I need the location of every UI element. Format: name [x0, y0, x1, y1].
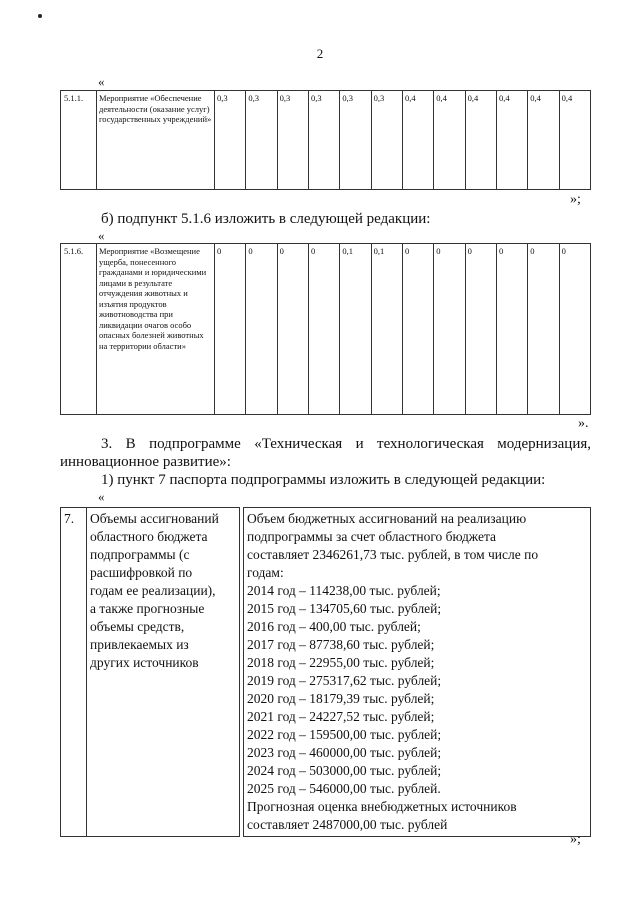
value-cell: 0 [434, 244, 465, 415]
value-cell: 0,4 [559, 91, 590, 190]
item-number: 7. [61, 508, 87, 837]
measure-name: Мероприятие «Обеспечение деятельности (оказание услуг) государственных учреждений» [97, 91, 215, 190]
section-3-heading-line2: инновационное развитие»: [60, 454, 231, 470]
table-row [61, 91, 591, 190]
value-cell: 0,1 [371, 244, 402, 415]
quote-close-2: ». [578, 416, 589, 431]
quote-open-1: « [98, 74, 105, 89]
value-cell: 0,4 [434, 91, 465, 190]
content-line: 2017 год – 87738,60 тыс. рублей; [247, 637, 435, 652]
label-line: а также прогнозные [90, 601, 205, 616]
value-cell: 0,4 [402, 91, 433, 190]
value-cell: 0 [215, 244, 246, 415]
value-cell: 0,4 [496, 91, 527, 190]
content-line: 2022 год – 159500,00 тыс. рублей; [247, 727, 442, 742]
content-line: годам: [247, 565, 284, 580]
measure-code: 5.1.6. [61, 244, 97, 415]
scan-dot [38, 14, 42, 18]
table-row [61, 244, 591, 415]
label-line: годам ее реализации), [90, 583, 216, 598]
content-line: подпрограммы за счет областного бюджета [247, 529, 497, 544]
value-cell: 0,1 [340, 244, 371, 415]
label-line: объемы средств, [90, 619, 185, 634]
value-cell: 0,3 [277, 91, 308, 190]
table-row [61, 508, 591, 837]
content-line: 2020 год – 18179,39 тыс. рублей; [247, 691, 435, 706]
label-line: других источников [90, 655, 199, 670]
content-line: составляет 2487000,00 тыс. рублей [247, 817, 448, 832]
value-cell: 0,3 [340, 91, 371, 190]
content-line: 2014 год – 114238,00 тыс. рублей; [247, 583, 441, 598]
value-cell: 0 [496, 244, 527, 415]
value-cell: 0 [465, 244, 496, 415]
content-line: Прогнозная оценка внебюджетных источников [247, 799, 517, 814]
label-line: подпрограммы (с [90, 547, 190, 562]
value-cell: 0,4 [465, 91, 496, 190]
label-line: привлекаемых из [90, 637, 189, 652]
measure-code: 5.1.1. [61, 91, 97, 190]
value-cell: 0,3 [371, 91, 402, 190]
value-cell: 0 [308, 244, 339, 415]
value-cell: 0 [559, 244, 590, 415]
value-cell: 0,3 [308, 91, 339, 190]
item-content [244, 508, 591, 837]
value-cell: 0,3 [246, 91, 277, 190]
quote-close-1: »; [570, 192, 581, 207]
value-cell: 0 [402, 244, 433, 415]
value-cell: 0 [246, 244, 277, 415]
value-cell: 0 [528, 244, 559, 415]
quote-open-3: « [98, 489, 105, 504]
paragraph-b: б) подпункт 5.1.6 изложить в следующей редакции: [101, 211, 431, 227]
content-line: составляет 2346261,73 тыс. рублей, в том числе по [247, 547, 539, 562]
label-line: расшифровкой по [90, 565, 193, 580]
table-measure-5-1-1 [60, 90, 591, 190]
value-cell: 0,3 [215, 91, 246, 190]
content-line: 2019 год – 275317,62 тыс. рублей; [247, 673, 442, 688]
item-label [87, 508, 240, 837]
content-line: 2023 год – 460000,00 тыс. рублей; [247, 745, 442, 760]
label-line: областного бюджета [90, 529, 208, 544]
section-3-item-1: 1) пункт 7 паспорта подпрограммы изложить в следующей редакции: [101, 472, 546, 488]
quote-open-2: « [98, 228, 105, 243]
section-3-heading-line1: 3. В подпрограмме «Техническая и технологическая модернизация, [101, 436, 591, 452]
page-number: 2 [316, 46, 324, 61]
measure-name: Мероприятие «Возмещение ущерба, понесенного гражданами и юридическими лицами в результате отчуждения животных и изъятия продуктов животноводства при ликвидации очагов особо опасных болезней животных на территории области» [97, 244, 215, 415]
content-line: 2025 год – 546000,00 тыс. рублей. [247, 781, 441, 796]
table-passport-item-7 [60, 507, 591, 837]
content-line: 2016 год – 400,00 тыс. рублей; [247, 619, 421, 634]
quote-close-3: »; [570, 832, 581, 847]
label-line: Объемы ассигнований [90, 511, 219, 526]
content-line: 2018 год – 22955,00 тыс. рублей; [247, 655, 435, 670]
content-line: 2015 год – 134705,60 тыс. рублей; [247, 601, 442, 616]
table-measure-5-1-6 [60, 243, 591, 415]
value-cell: 0,4 [528, 91, 559, 190]
content-line: Объем бюджетных ассигнований на реализацию [247, 511, 527, 526]
value-cell: 0 [277, 244, 308, 415]
content-line: 2021 год – 24227,52 тыс. рублей; [247, 709, 435, 724]
content-line: 2024 год – 503000,00 тыс. рублей; [247, 763, 442, 778]
